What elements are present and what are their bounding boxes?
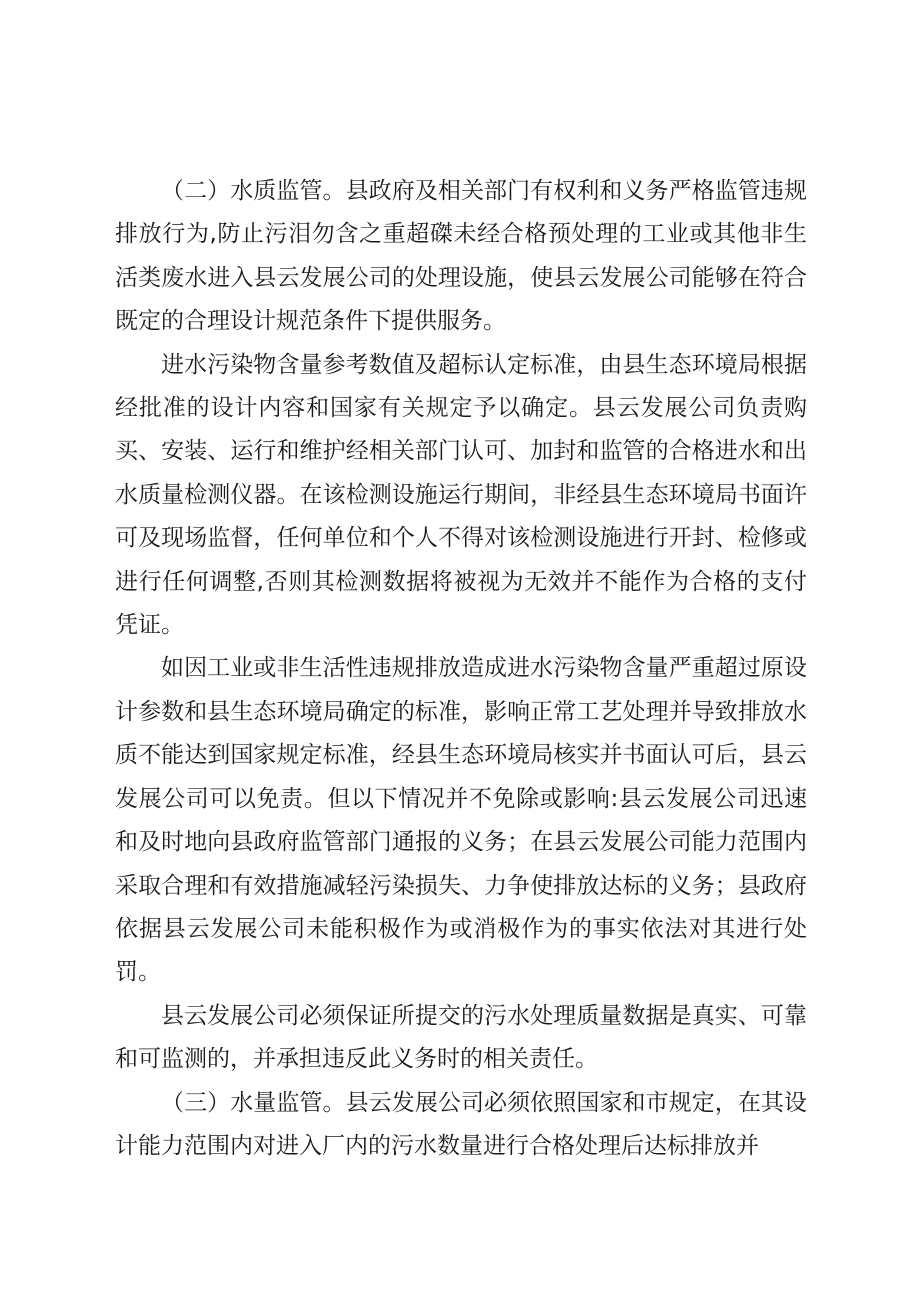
paragraph-data-accuracy: 县云发展公司必须保证所提交的污水处理质量数据是真实、可靠和可监测的，并承担违反此义务时的相关责任。 xyxy=(115,1002,807,1073)
document-body xyxy=(115,170,807,1168)
paragraph-water-quantity-supervision: （三）水量监管。县云发展公司必须依照国家和市规定，在其设计能力范围内对进入厂内的污水数量进行合格处理后达标排放并 xyxy=(115,1089,807,1159)
paragraph-liability-exemption: 如因工业或非生活性违规排放造成进水污染物含量严重超过原设计参数和县生态环境局确定的标准，影响正常工艺处理并导致排放水质不能达到国家规定标准，经县生态环境局核实并书面认可后，县云发展公司可以免责。但以下情况并不免除或影响:县云发展公司迅速和及时地向县政府监管部门通报的义务；在县云发展公司能力范围内采取合理和有效措施减轻污染损失、力争使排放达标的义务；县政府依据县云发展公司未能积极作为或消极作为的事实依法对其进行处罚。 xyxy=(115,655,807,986)
paragraph-pollutant-standards: 进水污染物含量参考数值及超标认定标准，由县生态环境局根据经批准的设计内容和国家有关规定予以确定。县云发展公司负责购买、安装、运行和维护经相关部门认可、加封和监管的合格进水和出水质量检测仪器。在该检测设施运行期间，非经县生态环境局书面许可及现场监督，任何单位和个人不得对该检测设施进行开封、检修或进行任何调整,否则其检测数据将被视为无效并不能作为合格的支付凭证。 xyxy=(115,351,807,639)
paragraph-water-quality-supervision: （二）水质监管。县政府及相关部门有权利和义务严格监管违规排放行为,防止污泪勿含之重超磔未经合格预处理的工业或其他非生活类废水进入县云发展公司的处理设施，使县云发展公司能够在符合既定的合理设计规范条件下提供服务。 xyxy=(115,178,807,335)
